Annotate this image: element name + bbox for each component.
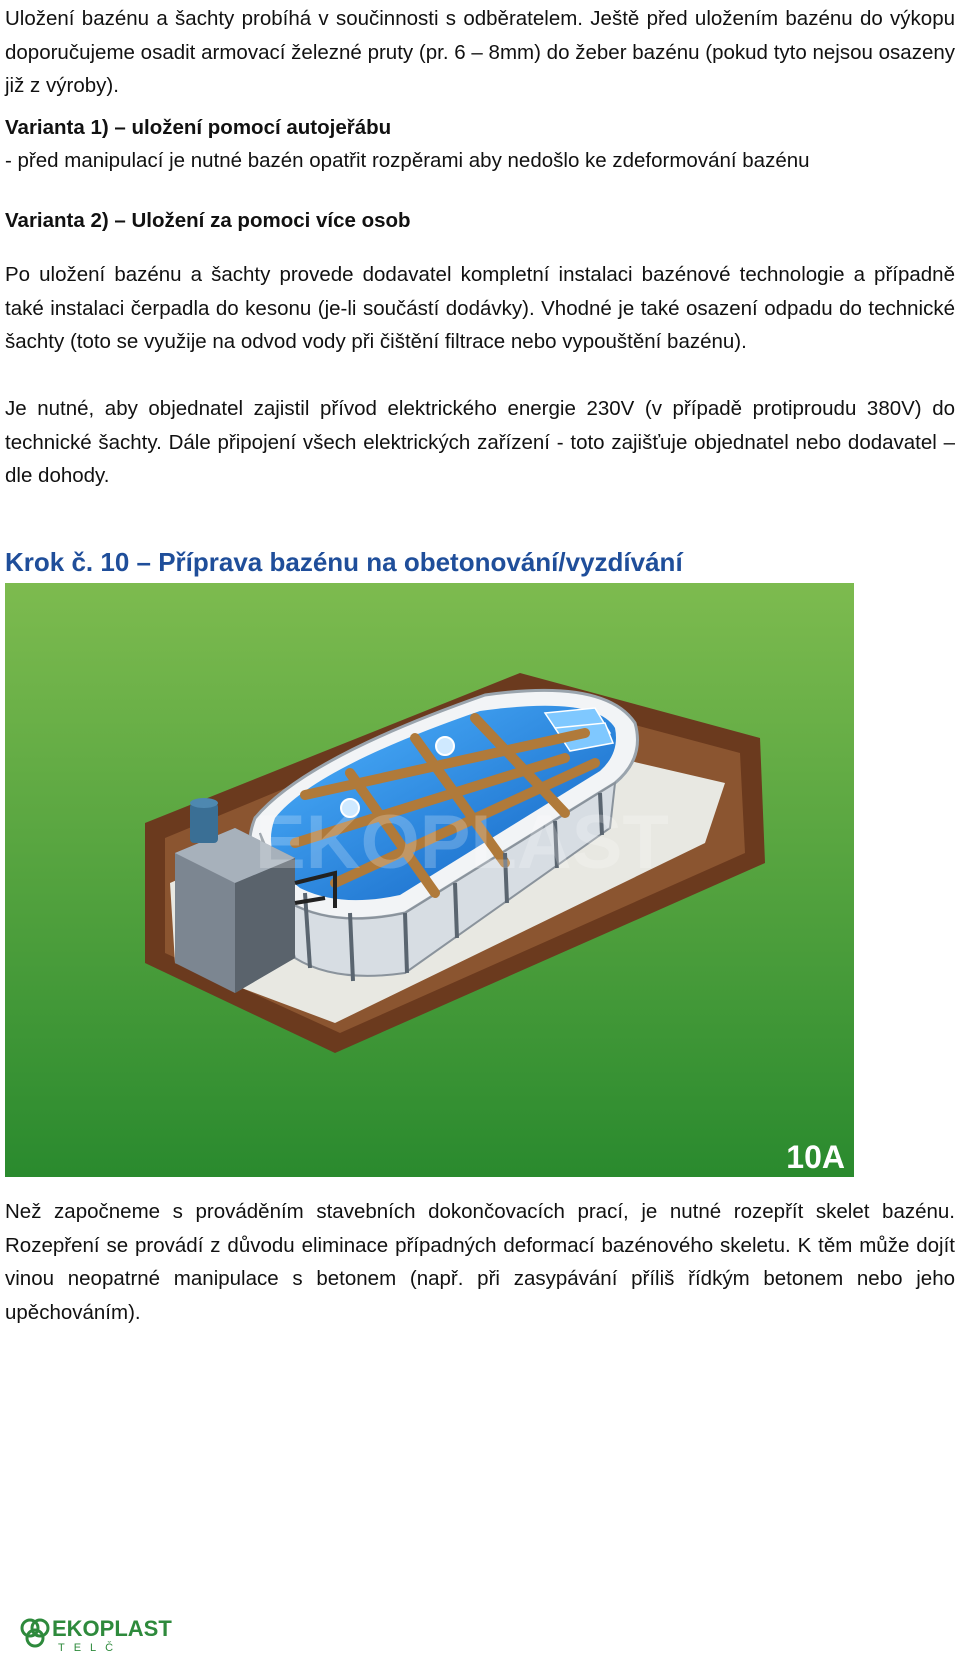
variant-1-title: Varianta 1) – uložení pomocí autojeřábu	[5, 116, 392, 139]
logo-text: EKOPLAST	[52, 1616, 172, 1641]
pool-illustration	[5, 583, 854, 1177]
intro-paragraph: Uložení bazénu a šachty probíhá v součinnosti s odběratelem. Ještě před uložením bazénu do výkopu doporučujeme osadit armovací železné pruty (pr. 6 – 8mm) do žeber bazénu (pokud tyto nejsou osazeny již z výroby).	[5, 7, 955, 97]
variant-1-text: - před manipulací je nutné bazén opatřit rozpěrami aby nedošlo ke zdeformování bazénu	[5, 149, 810, 172]
variant-2-title: Varianta 2) – Uložení za pomoci více osob	[5, 209, 411, 232]
electric-paragraph: Je nutné, aby objednatel zajistil přívod elektrického energie 230V (v případě protiproudu 380V) do technické šachty. Dále připojení všech elektrických zařízení - toto zajišťuje objednatel nebo dodavatel – dle dohody.	[5, 397, 955, 487]
step-heading: Krok č. 10 – Příprava bazénu na obetonování/vyzdívání	[5, 547, 683, 577]
logo-leaf-icon	[22, 1620, 48, 1646]
pool-light	[436, 737, 454, 755]
figure-watermark: EKOPLAST	[255, 800, 669, 885]
figure-label: 10A	[786, 1139, 845, 1175]
logo-subtext: TELČ	[58, 1642, 123, 1652]
bracing-paragraph: Než započneme s prováděním stavebních dokončovacích prací, je nutné rozepřít skelet bazénu. Rozepření se provádí z důvodu eliminace případných deformací bazénového skeletu. K těm může dojít vinou neopatrné manipulace s betonem (např. při zasypávání příliš řídkým betonem nebo jeho upěchováním).	[5, 1200, 955, 1324]
installation-paragraph: Po uložení bazénu a šachty provede dodavatel kompletní instalaci bazénové technologie a případně také instalaci čerpadla do kesonu (je-li součástí dodávky). Vhodné je také osazení odpadu do technické šachty (toto se využije na odvod vody při čištění filtrace nebo vypouštění bazénu).	[5, 263, 955, 353]
footer-logo	[18, 1614, 178, 1652]
